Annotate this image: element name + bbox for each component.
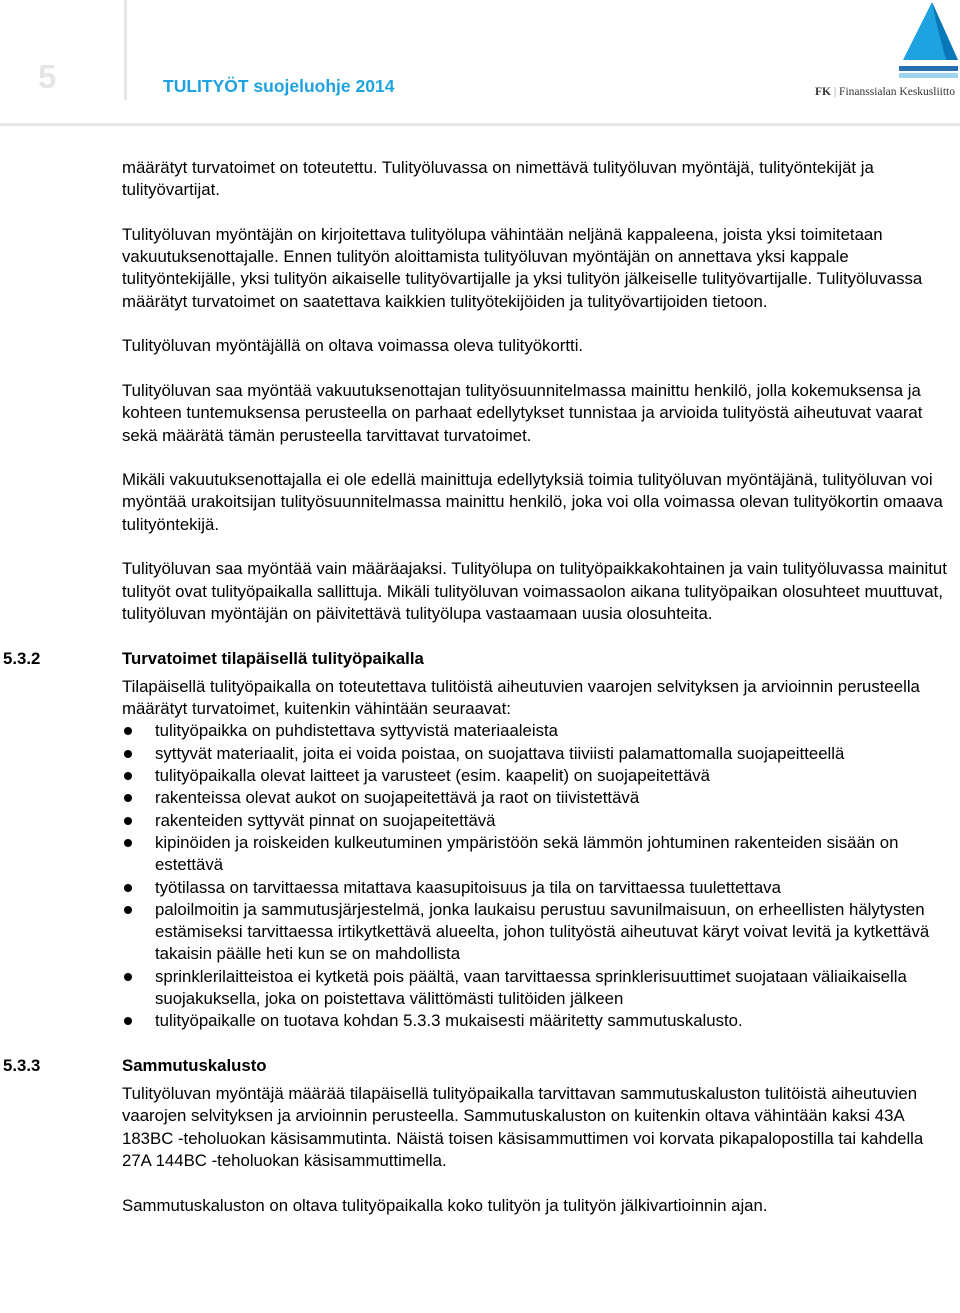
list-item: sprinklerilaitteistoa ei kytketä pois päältä, vaan tarvittaessa sprinklerisuuttimet suojataan väliaikaisella suojakuksella, joka on poistettava välittömästi tulitöiden jälkeen [122, 966, 956, 1011]
paragraph: Tulityöluvan myöntäjän on kirjoitettava tulityölupa vähintään neljänä kappaleena, joista yksi toimitetaan vakuutuksenottajalle. Ennen tulityön aloittamista tulityöluvan myöntäjän on annettava yksi kappale tulityöntekijälle, yksi tulityön aikaiselle tulityövartijalle ja yksi tulityön jälkeiselle tulityövartijalle. Tulityöluvassa määrätyt turvatoimet on saatettava kaikkien tulityötekijöiden ja tulityövartijoiden tietoon. [122, 224, 923, 311]
list-item: tulityöpaikalla olevat laitteet ja varusteet (esim. kaapelit) on suojapeitettävä [122, 765, 956, 787]
organization-logo [810, 0, 960, 100]
list-item: tulityöpaikka on puhdistettava syttyvistä materiaaleista [122, 720, 956, 742]
document-title: TULITYÖT suojeluohje 2014 [163, 76, 395, 96]
section-number: 5.3.3 [3, 1055, 41, 1075]
section-title: Turvatoimet tilapäisellä tulityöpaikalla [122, 648, 424, 668]
paragraph: Mikäli vakuutuksenottajalla ei ole edellä mainittuja edellytyksiä toimia tulityöluvan myöntäjänä, tulityöluvan voi myöntää urakoitsijan tulityösuunnitelmassa mainittu henkilö, joka voi olla voimassa olevan tulityökortin omaava tulityöntekijä. [122, 470, 943, 534]
list-item: työtilassa on tarvittaessa mitattava kaasupitoisuus ja tila on tarvittaessa tuulettettava [122, 877, 956, 899]
paragraph: määrätyt turvatoimet on toteutettu. Tulityöluvassa on nimettävä tulityöluvan myöntäjä, tulityöntekijät ja tulityövartijat. [122, 158, 874, 200]
header-vertical-divider [124, 0, 127, 100]
list-item: rakenteiden syttyvät pinnat on suojapeitettävä [122, 810, 956, 832]
list-item: kipinöiden ja roiskeiden kulkeutuminen ympäristöön sekä lämmön johtuminen rakenteiden sisään on estettävä [122, 832, 956, 877]
paragraph: Tulityöluvan myöntäjä määrää tilapäisellä tulityöpaikalla tarvittavan sammutuskaluston tulitöistä aiheutuvien vaarojen selvityksen ja arvioinnin perusteella. Sammutuskaluston on kuitenkin oltava vähintään kaksi 43A 183BC -teholuokan käsisammutinta. Näistä toisen käsisammuttimen voi korvata pikapalopostilla tai kahdella 27A 144BC -teholuokan käsisammuttimella. [122, 1084, 924, 1171]
pyramid-logo-icon [898, 2, 958, 80]
paragraph: Sammutuskaluston on oltava tulityöpaikalla koko tulityön ja tulityön jälkivartioinnin ajan. [122, 1195, 768, 1215]
list-item: paloilmoitin ja sammutusjärjestelmä, jonka laukaisu perustuu savunilmaisuun, on erheellisten hälytysten estämiseksi tarvittaessa irtikytkettävä alueelta, johon tulityöstä aiheutuvat käryt voivat levitä ja kytkettävä takaisin päälle heti kun se on mahdollista [122, 899, 956, 966]
section-title: Sammutuskalusto [122, 1055, 267, 1075]
logo-wordmark: FK | Finanssialan Keskusliitto [815, 86, 956, 98]
bullet-list [122, 720, 956, 1032]
page-body [0, 157, 960, 1217]
section-heading-5-3-3 [0, 1055, 960, 1077]
page-header [0, 0, 960, 125]
list-item: rakenteissa olevat aukot on suojapeitettävä ja raot on tiivistettävä [122, 787, 956, 809]
list-item: syttyvät materiaalit, joita ei voida poistaa, on suojattava tiiviisti palamattomalla suojapeitteellä [122, 743, 956, 765]
section-intro: Tilapäisellä tulityöpaikalla on toteutettava tulitöistä aiheutuvien vaarojen selvityksen ja arvioinnin perusteella määrätyt turvatoimet, kuitenkin vähintään seuraavat: [122, 676, 920, 719]
paragraph: Tulityöluvan saa myöntää vakuutuksenottajan tulityösuunnitelmassa mainittu henkilö, jolla kokemuksensa ja kohteen tuntemuksensa perusteella on parhaat edellytykset tunnistaa ja arvioida tulityöstä aiheutuvat vaarat sekä määrätä tämän perusteella tarvittavat turvatoimet. [122, 380, 923, 445]
paragraph: Tulityöluvan myöntäjällä on oltava voimassa oleva tulityökortti. [122, 336, 584, 356]
header-rule [0, 123, 960, 126]
section-number: 5.3.2 [3, 648, 41, 668]
logo-fk: FK [815, 86, 831, 98]
page-number: 5 [38, 58, 57, 95]
logo-org-name: Finanssialan Keskusliitto [839, 86, 956, 98]
section-heading-5-3-2 [0, 648, 960, 670]
paragraph: Tulityöluvan saa myöntää vain määräajaksi. Tulityölupa on tulityöpaikkakohtainen ja vain tulityöluvassa mainitut tulityöt ovat tulityöpaikalla sallittuja. Mikäli tulityöluvan voimassaolon aikana tulityöpaikan olosuhteet muuttuvat, tulityöluvan myöntäjän on päivitettävä tulityölupa vastaamaan uusia olosuhteita. [122, 559, 947, 623]
list-item: tulityöpaikalle on tuotava kohdan 5.3.3 mukaisesti määritetty sammutuskalusto. [122, 1010, 956, 1032]
